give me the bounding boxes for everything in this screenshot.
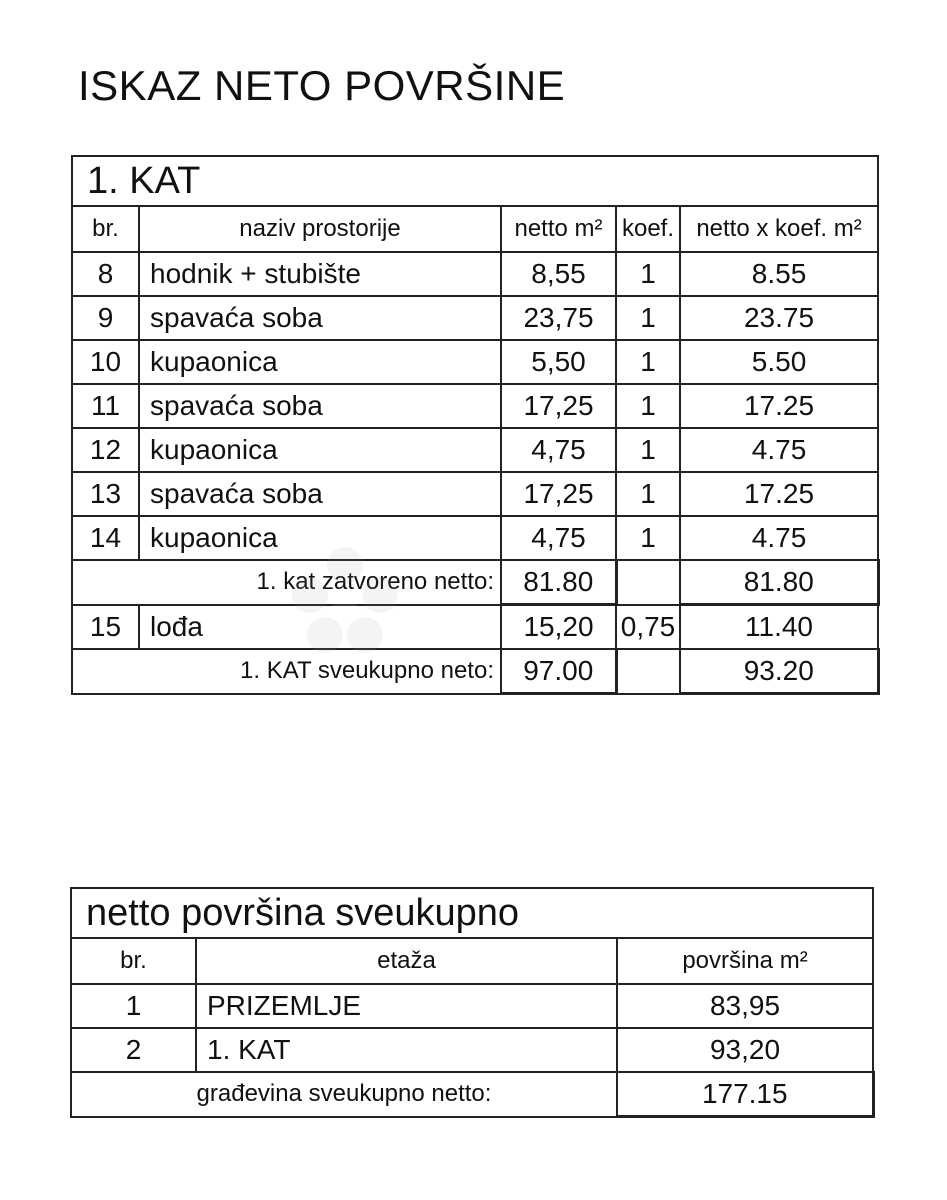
cell-netto: 17,25 (501, 472, 616, 516)
cell-naziv: kupaonica (139, 428, 501, 472)
cell-br: 11 (72, 384, 139, 428)
loggia-naziv: lođa (139, 605, 501, 650)
cell-netto: 4,75 (501, 428, 616, 472)
total-label: 1. KAT sveukupno neto: (72, 649, 501, 694)
table-row (72, 252, 878, 296)
cell-br: 2 (71, 1028, 196, 1072)
cell-naziv: spavaća soba (139, 472, 501, 516)
cell-nettoKoef: 5.50 (680, 340, 878, 384)
cell-br: 1 (71, 984, 196, 1028)
subtotal-netto-koef: 81.80 (680, 560, 878, 605)
loggia-netto: 15,20 (501, 605, 616, 650)
cell-br: 8 (72, 252, 139, 296)
cell-nettoKoef: 17.25 (680, 384, 878, 428)
cell-netto: 23,75 (501, 296, 616, 340)
cell-nettoKoef: 4.75 (680, 516, 878, 560)
total-empty (616, 649, 680, 694)
cell-koef: 1 (616, 252, 680, 296)
cell-naziv: spavaća soba (139, 384, 501, 428)
header-koef: koef. (616, 206, 680, 252)
table-row (72, 428, 878, 472)
cell-br: 9 (72, 296, 139, 340)
cell-koef: 1 (616, 428, 680, 472)
cell-netto: 4,75 (501, 516, 616, 560)
header-netto-koef: netto x koef. m² (680, 206, 878, 252)
table-row (72, 472, 878, 516)
cell-povrsina: 83,95 (617, 984, 873, 1028)
header-povrsina: površina m² (617, 938, 873, 984)
table-row (72, 340, 878, 384)
total-netto: 97.00 (501, 649, 616, 694)
table-row (71, 984, 873, 1028)
total-net-area-table (70, 887, 875, 1118)
cell-nettoKoef: 8.55 (680, 252, 878, 296)
header-netto: netto m² (501, 206, 616, 252)
table-row (71, 1028, 873, 1072)
loggia-netto-koef: 11.40 (680, 605, 878, 650)
building-total-value: 177.15 (617, 1072, 873, 1117)
cell-br: 13 (72, 472, 139, 516)
cell-etaza: 1. KAT (196, 1028, 617, 1072)
subtotal-label: 1. kat zatvoreno netto: (72, 560, 501, 605)
building-total-label: građevina sveukupno netto: (71, 1072, 617, 1117)
page-title: ISKAZ NETO POVRŠINE (78, 62, 566, 109)
cell-koef: 1 (616, 340, 680, 384)
subtotal-netto: 81.80 (501, 560, 616, 605)
cell-koef: 1 (616, 472, 680, 516)
cell-koef: 1 (616, 516, 680, 560)
cell-netto: 5,50 (501, 340, 616, 384)
subtotal-empty (616, 560, 680, 605)
cell-etaza: PRIZEMLJE (196, 984, 617, 1028)
cell-naziv: kupaonica (139, 516, 501, 560)
cell-nettoKoef: 17.25 (680, 472, 878, 516)
cell-koef: 1 (616, 384, 680, 428)
cell-nettoKoef: 23.75 (680, 296, 878, 340)
cell-koef: 1 (616, 296, 680, 340)
header-br: br. (71, 938, 196, 984)
table-row (72, 296, 878, 340)
loggia-br: 15 (72, 605, 139, 650)
loggia-koef: 0,75 (616, 605, 680, 650)
first-floor-table (71, 155, 880, 695)
cell-br: 14 (72, 516, 139, 560)
cell-netto: 17,25 (501, 384, 616, 428)
cell-br: 12 (72, 428, 139, 472)
table-row (72, 516, 878, 560)
cell-netto: 8,55 (501, 252, 616, 296)
header-naziv: naziv prostorije (139, 206, 501, 252)
total-netto-koef: 93.20 (680, 649, 878, 694)
table-caption: 1. KAT (72, 156, 878, 206)
cell-br: 10 (72, 340, 139, 384)
table-caption: netto površina sveukupno (71, 888, 873, 938)
cell-naziv: spavaća soba (139, 296, 501, 340)
cell-naziv: kupaonica (139, 340, 501, 384)
cell-naziv: hodnik + stubište (139, 252, 501, 296)
cell-nettoKoef: 4.75 (680, 428, 878, 472)
header-br: br. (72, 206, 139, 252)
table-row (72, 384, 878, 428)
header-etaza: etaža (196, 938, 617, 984)
cell-povrsina: 93,20 (617, 1028, 873, 1072)
